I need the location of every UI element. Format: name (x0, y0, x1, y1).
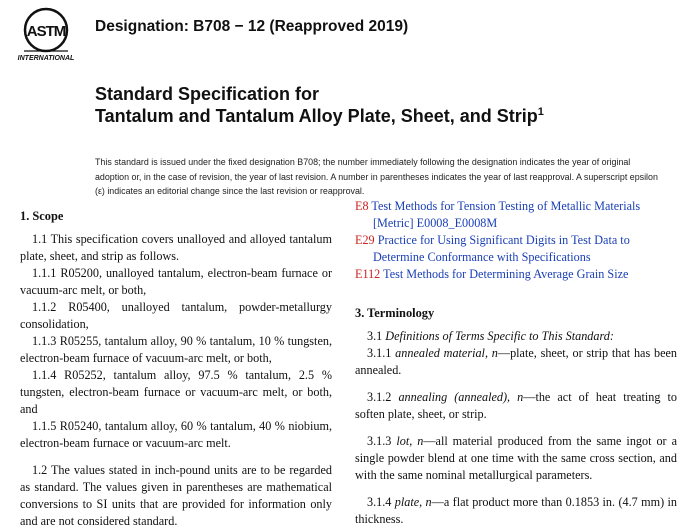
reference-code[interactable]: E112 (355, 267, 381, 281)
definition: —all material produced from the same ingot or a single powder blend at one time with the same cross section, and with the same nominal metallurgical parameters. (355, 434, 677, 482)
paragraph-1-1-1: 1.1.1 R05200, unalloyed tantalum, electron-beam furnace or vacuum-arc melt, or both, (20, 266, 332, 297)
definitions-title: Definitions of Terms Specific to This Standard: (385, 329, 614, 343)
right-column (355, 198, 677, 528)
paragraph-1-2: 1.2 The values stated in inch-pound units are to be regarded as standard. The values given in parentheses are mathematical conversions to SI units that are provided for information only and are not considered standard. (20, 463, 332, 528)
title-line-2 (95, 106, 655, 128)
para-number: 3.1.4 (367, 495, 392, 509)
reference-title[interactable]: Test Methods for Tension Testing of Metallic Materials [Metric] E0008_E0008M (371, 199, 641, 230)
reference-title[interactable]: Test Methods for Determining Average Grain Size (383, 267, 629, 281)
title-footnote-mark[interactable]: 1 (537, 105, 544, 118)
paragraph-1-1-3: 1.1.3 R05255, tantalum alloy, 90 % tantalum, 10 % tungsten, electron-beam furnace of vacuum-arc melt, or both, (20, 334, 332, 365)
left-column (20, 206, 332, 530)
paragraph-3-1-2 (355, 389, 677, 423)
title-line-2-text: Tantalum and Tantalum Alloy Plate, Sheet, and Strip (95, 105, 538, 126)
paragraph-3-1-1 (355, 345, 677, 379)
paragraph-1-1-2: 1.1.2 R05400, unalloyed tantalum, powder-metallurgy consolidation, (20, 300, 332, 331)
issuance-statement: This standard is issued under the fixed designation B708; the number immediately following the designation indicates the year of original adoption or, in the case of revision, the year of last revision. A number in parentheses indicates the year of last reapproval. A superscript epsilon (ε) indicates an editorial change since the last revision or reapproval. (95, 157, 658, 196)
para-number: 3.1 (367, 329, 383, 343)
svg-text:ASTM: ASTM (26, 23, 66, 40)
para-number: 3.1.1 (367, 346, 392, 360)
reference-e8[interactable] (355, 198, 677, 232)
definition: —a flat product more than 0.1853 in. (4.7 mm) in thickness. (355, 495, 677, 526)
paragraph-1-1: 1.1 This specification covers unalloyed and alloyed tantalum plate, sheet, and strip as follows. (20, 232, 332, 263)
para-number: 3.1.2 (367, 390, 392, 404)
terminology-heading: 3. Terminology (355, 306, 435, 320)
paragraph-1-1-4: 1.1.4 R05252, tantalum alloy, 97.5 % tantalum, 2.5 % tungsten, electron-beam furnace or vacuum-arc melt, or both, and (20, 368, 332, 416)
paragraph-3-1-4 (355, 494, 677, 528)
title-line-1: Standard Specification for (95, 84, 320, 104)
astm-logo (14, 6, 78, 64)
paragraph-3-1 (355, 328, 677, 345)
reference-code[interactable]: E29 (355, 233, 375, 247)
scope-heading: 1. Scope (20, 209, 64, 223)
reference-code[interactable]: E8 (355, 199, 369, 213)
designation: Designation: B708 − 12 (Reapproved 2019) (95, 18, 409, 35)
para-number: 3.1.3 (367, 434, 392, 448)
term: annealed material, n (395, 346, 498, 360)
reference-title[interactable]: Practice for Using Significant Digits in Test Data to Determine Conformance with Specifications (373, 233, 630, 264)
definition: —plate, sheet, or strip that has been annealed. (355, 346, 677, 377)
reference-e112[interactable] (355, 266, 677, 283)
term: lot, n (396, 434, 424, 448)
logo-international-text: INTERNATIONAL (17, 55, 75, 62)
paragraph-1-1-5: 1.1.5 R05240, tantalum alloy, 60 % tantalum, 40 % niobium, electron-beam furnace or vacuum-arc melt. (20, 419, 332, 450)
reference-e29[interactable] (355, 232, 677, 266)
page-title (95, 84, 655, 127)
term: annealing (annealed), n (398, 390, 524, 404)
definition: —the act of heat treating to soften plate, sheet, or strip. (355, 390, 677, 421)
term: plate, n (394, 495, 432, 509)
